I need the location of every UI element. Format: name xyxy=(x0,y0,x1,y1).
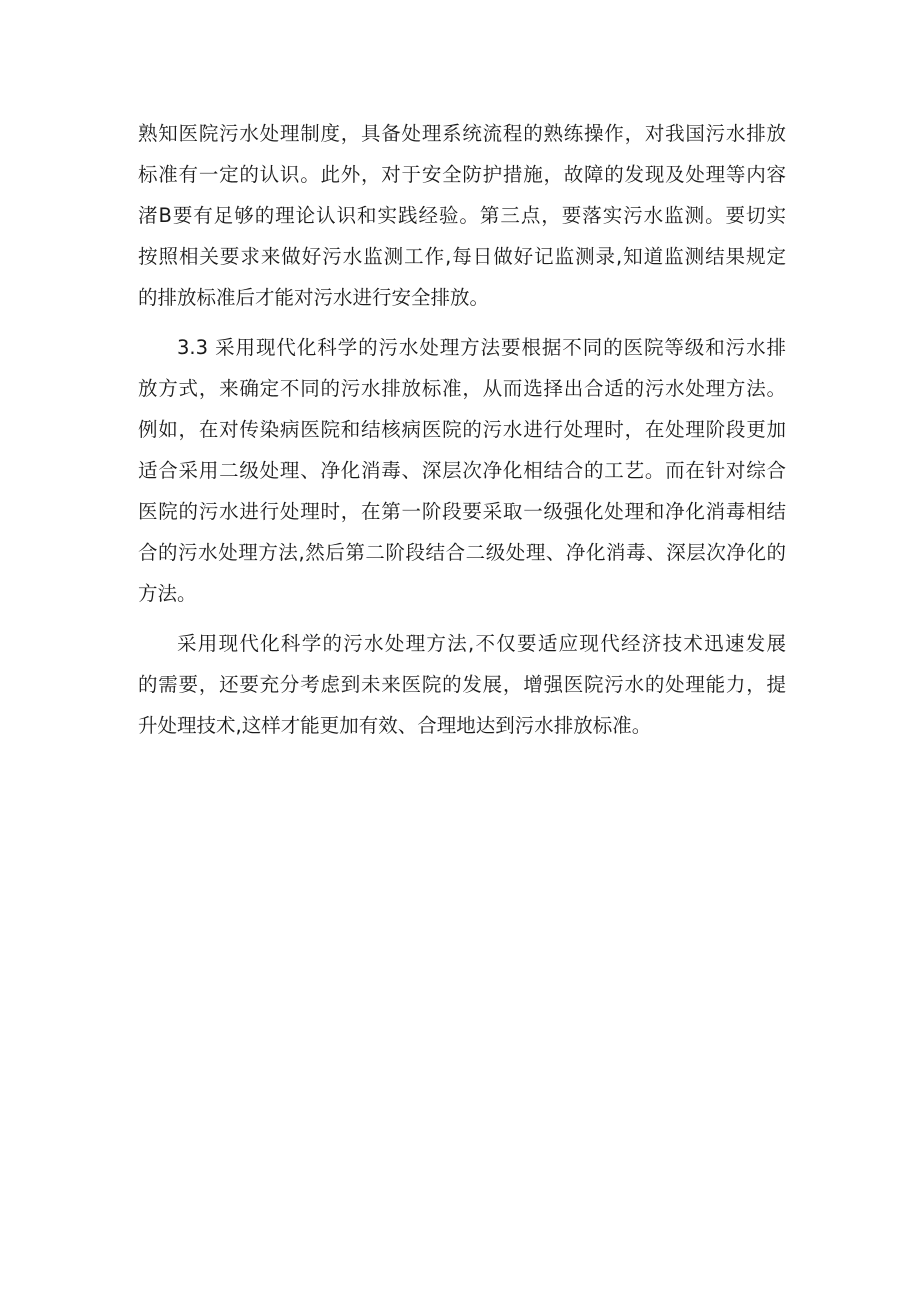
text-line: 标准有一定的认识。此外，对于安全防护措施，故障的发现及处理等内容 xyxy=(138,163,786,186)
text-line: 方法。 xyxy=(138,582,197,605)
paragraph-1 xyxy=(138,113,786,318)
paragraph-2-section-3-3 xyxy=(138,327,786,614)
text-line: 渚B要有足够的理论认识和实践经验。第三点，要落实污水监测。要切实 xyxy=(138,204,786,227)
paragraph-spacer xyxy=(138,318,786,327)
paragraph-spacer xyxy=(138,614,786,623)
text-line: 适合采用二级处理、净化消毒、深层次净化相结合的工艺。而在针对综合 xyxy=(138,459,786,482)
text-line: 熟知医院污水处理制度，具备处理系统流程的熟练操作，对我国污水排放 xyxy=(138,122,786,145)
text-line: 按照相关要求来做好污水监测工作,每日做好记监测录,知道监测结果规定 xyxy=(138,245,786,268)
document-body xyxy=(138,113,786,746)
text-line: 医院的污水进行处理时，在第一阶段要采取一级强化处理和净化消毒相结 xyxy=(138,500,786,523)
text-line: 放方式，来确定不同的污水排放标准，从而选择出合适的污水处理方法。 xyxy=(138,377,786,400)
text-line: 的需要，还要充分考虑到未来医院的发展，增强医院污水的处理能力，提 xyxy=(138,673,786,696)
text-line: 的排放标准后才能对污水进行安全排放。 xyxy=(138,286,490,309)
paragraph-3 xyxy=(138,623,786,746)
text-line: 升处理技术,这样才能更加有效、合理地达到污水排放标准。 xyxy=(138,714,652,737)
text-line: 例如，在对传染病医院和结核病医院的污水进行处理时，在处理阶段更加 xyxy=(138,418,786,441)
text-line: 3.3 采用现代化科学的污水处理方法要根据不同的医院等级和污水排 xyxy=(177,336,786,359)
text-line: 采用现代化科学的污水处理方法,不仅要适应现代经济技术迅速发展 xyxy=(177,632,786,655)
text-line: 合的污水处理方法,然后第二阶段结合二级处理、净化消毒、深层次净化的 xyxy=(138,541,786,564)
